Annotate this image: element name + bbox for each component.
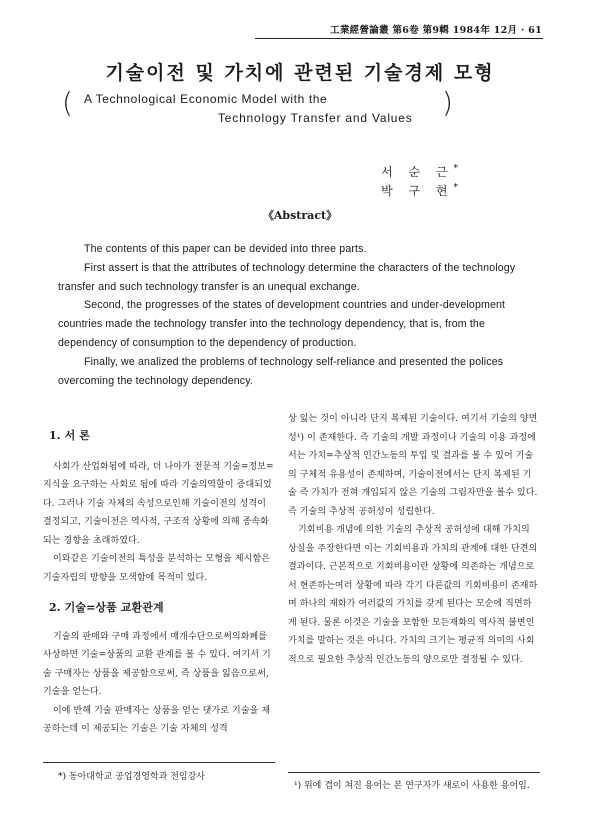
right-footnote-rule bbox=[288, 772, 540, 773]
body-paragraph: 이와같은 기술이전의 특성을 분석하는 모형을 제시함은 기술자립의 방향을 모색함에 목적이 있다. bbox=[43, 554, 271, 583]
section-1-heading: 1. 서 론 bbox=[49, 429, 90, 442]
abstract-heading: 《Abstract》 bbox=[262, 209, 338, 222]
abstract-paragraph: Finally, we analized the problems of technology self-reliance and presented the polices overcoming the technology dependency. bbox=[58, 355, 504, 387]
english-title-line2: Technology Transfer and Values bbox=[218, 111, 413, 125]
body-paragraph: 이에 반해 기술 판매자는 상품을 얻는 댓가로 기술을 제공하는데 이 제공되는 기술은 기술 자체의 성격 bbox=[43, 705, 271, 734]
left-parenthesis: ( bbox=[62, 86, 73, 119]
section-2-heading: 2. 기술=상품 교환관계 bbox=[49, 601, 164, 614]
left-column bbox=[43, 427, 275, 739]
right-parenthesis: ) bbox=[442, 86, 453, 119]
korean-title: 기술이전 및 가치에 관련된 기술경제 모형 bbox=[105, 62, 495, 84]
abstract-paragraph: Second, the progresses of the states of development countries and under-development countries made the technology transfer into the technology dependency, that is, from the dependency of consumption to the dependency of production. bbox=[58, 299, 506, 349]
left-footnote-rule bbox=[43, 762, 275, 763]
header-rule bbox=[255, 38, 543, 39]
abstract-body bbox=[58, 240, 544, 390]
body-paragraph: 사회가 산업화됨에 따라, 더 나아가 전문적 기술=정보=지식을 요구하는 사회로 됨에 따라 기술의역할이 증대되었다. 그러나 기술 자체의 속성으로인해 기술이전의 성격이 결정되고, 기술이전은 역사적, 구조적 상황에 의해 종속화되는 경향을 초래하였다. bbox=[43, 461, 274, 546]
body-paragraph: 기술의 판매와 구매 과정에서 매개수단으로써의화폐를 사상하면 기술=상품의 교환 관계를 볼 수 있다. 여기서 기술 구매자는 상품을 제공함으로써, 즉 상품을 잃음으로써, 기술을 얻는다. bbox=[43, 631, 271, 697]
author-1: 서 순 근* bbox=[381, 164, 458, 179]
english-title-line1: A Technological Economic Model with the bbox=[84, 92, 328, 106]
abstract-paragraph: The contents of this paper can be devided into three parts. bbox=[84, 243, 367, 255]
author-2: 박 구 현* bbox=[381, 183, 458, 198]
running-header: 工業經營論叢 第6卷 第9輯 1984年 12月 · 61 bbox=[330, 25, 542, 36]
body-paragraph: 상 잃는 것이 아니라 단지 복제된 기술이다. 여기서 기술의 양면성¹) 이 존재한다. 즉 기술의 개발 과정이나 기술의 이용 과정에서는 가치=추상적 인간노동의 투입 및 결과를 볼 수 있어 기술의 구체적 유용성이 존재하며, 기술이전에서는 단지 복제된 기술 즉 가치가 전혀 개입되지 않은 기술의 그림자만을 볼수 있다. 즉 기술의 추상적 공허성이 성립한다. bbox=[288, 414, 538, 517]
left-footnote: *) 동아대학교 공업경영학과 전임강사 bbox=[58, 772, 206, 782]
body-paragraph: 기회비용 개념에 의한 기술의 추상적 공허성에 대해 가치의 상실을 주장한다면 이는 기회비용과 가치의 관계에 대한 단견의 결과이다. 근본적으로 기회비용이란 상황에 의존하는 개념으로서 현존하는여러 상황에 따라 각기 다른값의 기회비용이 존재하며 하나의 재화가 여러값의 가치를 갖게 된다는 모순에 직면하게 된다. 물론 이것은 기술을 포함한 모든재화의 역사적 불변인 가치를 말하는 것은 아니다. 가치의 크기는 평균적 의미의 사회적으로 필요한 추상적 인간노동의 양으로만 결정될 수 있다. bbox=[288, 525, 538, 665]
abstract-paragraph: First assert is that the attributes of technology determine the characters of the technology transfer and such technology transfer is an unequal exchange. bbox=[58, 261, 516, 293]
right-footnote: ¹) 위에 겹이 쳐진 용어는 본 연구자가 새로이 사용한 용어임. bbox=[294, 781, 530, 791]
right-column bbox=[288, 410, 540, 669]
